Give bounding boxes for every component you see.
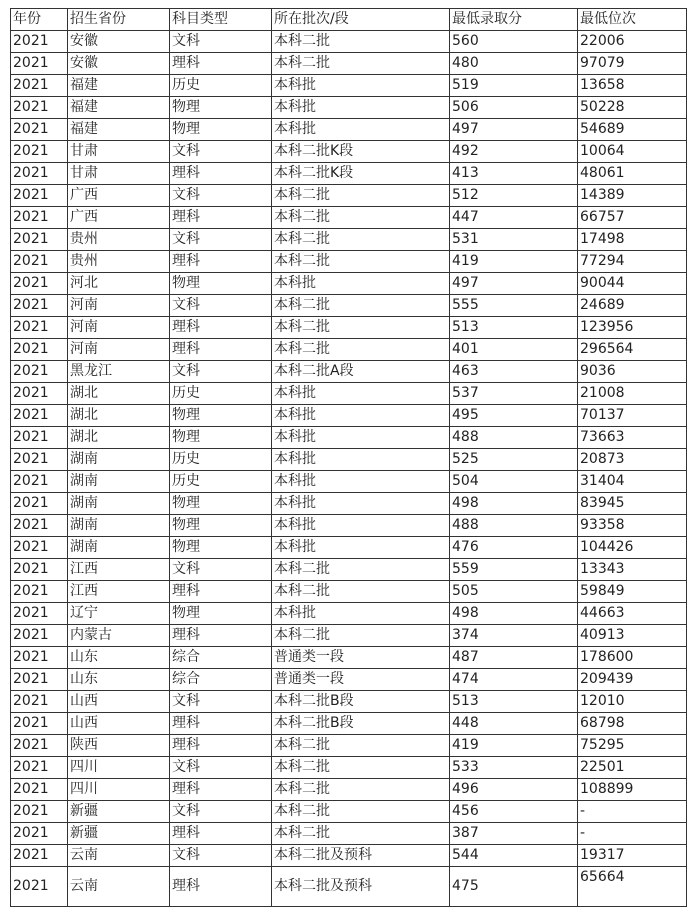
cell-year: 2021 [11, 757, 68, 779]
admission-scores-table [10, 8, 687, 907]
cell-subject-type: 物理 [170, 405, 272, 427]
cell-min-score: 498 [450, 493, 578, 515]
table-body [11, 31, 687, 907]
cell-batch: 本科批 [272, 515, 450, 537]
cell-batch: 本科二批 [272, 625, 450, 647]
header-batch: 所在批次/段 [272, 9, 450, 31]
cell-province: 安徽 [68, 53, 170, 75]
cell-min-score: 401 [450, 339, 578, 361]
cell-min-rank: 59849 [578, 581, 687, 603]
cell-subject-type: 理科 [170, 581, 272, 603]
table-row [11, 757, 687, 779]
cell-min-rank: 123956 [578, 317, 687, 339]
cell-province: 福建 [68, 75, 170, 97]
cell-batch: 本科二批A段 [272, 361, 450, 383]
cell-min-rank: 24689 [578, 295, 687, 317]
cell-batch: 本科二批 [272, 779, 450, 801]
cell-province: 河南 [68, 295, 170, 317]
cell-min-rank: 14389 [578, 185, 687, 207]
table-row [11, 779, 687, 801]
cell-min-rank: 296564 [578, 339, 687, 361]
cell-min-rank: 70137 [578, 405, 687, 427]
table-row [11, 383, 687, 405]
cell-min-score: 488 [450, 515, 578, 537]
cell-subject-type: 理科 [170, 163, 272, 185]
table-row [11, 493, 687, 515]
cell-province: 河南 [68, 317, 170, 339]
cell-min-score: 505 [450, 581, 578, 603]
cell-subject-type: 理科 [170, 713, 272, 735]
cell-subject-type: 历史 [170, 449, 272, 471]
cell-subject-type: 理科 [170, 867, 272, 907]
cell-min-score: 533 [450, 757, 578, 779]
cell-province: 山东 [68, 647, 170, 669]
table-header-row [11, 9, 687, 31]
cell-year: 2021 [11, 537, 68, 559]
cell-batch: 本科批 [272, 119, 450, 141]
cell-subject-type: 历史 [170, 471, 272, 493]
cell-year: 2021 [11, 31, 68, 53]
cell-year: 2021 [11, 383, 68, 405]
cell-year: 2021 [11, 603, 68, 625]
header-min-score: 最低录取分 [450, 9, 578, 31]
cell-year: 2021 [11, 735, 68, 757]
cell-subject-type: 物理 [170, 119, 272, 141]
cell-batch: 本科批 [272, 449, 450, 471]
cell-province: 湖北 [68, 427, 170, 449]
cell-min-rank: 17498 [578, 229, 687, 251]
cell-subject-type: 文科 [170, 757, 272, 779]
cell-min-rank: - [578, 801, 687, 823]
table-row [11, 53, 687, 75]
table-row [11, 273, 687, 295]
cell-year: 2021 [11, 867, 68, 907]
cell-year: 2021 [11, 207, 68, 229]
cell-subject-type: 物理 [170, 493, 272, 515]
cell-province: 河北 [68, 273, 170, 295]
cell-min-rank: 68798 [578, 713, 687, 735]
table-row [11, 119, 687, 141]
cell-min-score: 513 [450, 317, 578, 339]
cell-subject-type: 理科 [170, 735, 272, 757]
cell-year: 2021 [11, 471, 68, 493]
cell-subject-type: 文科 [170, 845, 272, 867]
table-row [11, 229, 687, 251]
cell-subject-type: 物理 [170, 427, 272, 449]
cell-year: 2021 [11, 449, 68, 471]
table-row [11, 317, 687, 339]
cell-min-rank: 93358 [578, 515, 687, 537]
cell-min-score: 504 [450, 471, 578, 493]
table-row [11, 97, 687, 119]
cell-min-rank: 108899 [578, 779, 687, 801]
cell-min-score: 498 [450, 603, 578, 625]
table-row [11, 669, 687, 691]
cell-batch: 本科批 [272, 97, 450, 119]
cell-min-score: 537 [450, 383, 578, 405]
cell-min-rank: 66757 [578, 207, 687, 229]
cell-min-rank: 22501 [578, 757, 687, 779]
table-row [11, 713, 687, 735]
cell-batch: 普通类一段 [272, 669, 450, 691]
cell-year: 2021 [11, 779, 68, 801]
table-row [11, 537, 687, 559]
cell-min-score: 374 [450, 625, 578, 647]
cell-year: 2021 [11, 119, 68, 141]
cell-subject-type: 理科 [170, 625, 272, 647]
header-year: 年份 [11, 9, 68, 31]
table-row [11, 823, 687, 845]
cell-year: 2021 [11, 251, 68, 273]
cell-min-rank: 97079 [578, 53, 687, 75]
table-row [11, 735, 687, 757]
cell-min-score: 419 [450, 735, 578, 757]
cell-min-score: 488 [450, 427, 578, 449]
table-row [11, 691, 687, 713]
table-row [11, 31, 687, 53]
cell-min-score: 413 [450, 163, 578, 185]
cell-batch: 本科二批及预科 [272, 867, 450, 907]
cell-province: 甘肃 [68, 163, 170, 185]
cell-province: 陕西 [68, 735, 170, 757]
cell-min-rank: 22006 [578, 31, 687, 53]
cell-province: 河南 [68, 339, 170, 361]
cell-min-score: 519 [450, 75, 578, 97]
cell-min-rank: 9036 [578, 361, 687, 383]
cell-min-score: 496 [450, 779, 578, 801]
header-subject-type: 科目类型 [170, 9, 272, 31]
cell-subject-type: 文科 [170, 185, 272, 207]
cell-province: 福建 [68, 119, 170, 141]
cell-min-score: 560 [450, 31, 578, 53]
table-row [11, 295, 687, 317]
cell-province: 湖南 [68, 515, 170, 537]
cell-subject-type: 文科 [170, 141, 272, 163]
cell-province: 辽宁 [68, 603, 170, 625]
cell-min-score: 559 [450, 559, 578, 581]
cell-batch: 本科批 [272, 471, 450, 493]
cell-province: 福建 [68, 97, 170, 119]
cell-min-rank: 31404 [578, 471, 687, 493]
table-row [11, 251, 687, 273]
table-row [11, 603, 687, 625]
cell-year: 2021 [11, 361, 68, 383]
cell-batch: 本科批 [272, 493, 450, 515]
cell-min-rank: 104426 [578, 537, 687, 559]
cell-min-score: 475 [450, 867, 578, 907]
cell-batch: 本科二批 [272, 757, 450, 779]
table-row [11, 471, 687, 493]
cell-year: 2021 [11, 713, 68, 735]
table-row [11, 449, 687, 471]
table-row [11, 405, 687, 427]
cell-year: 2021 [11, 273, 68, 295]
cell-province: 贵州 [68, 229, 170, 251]
cell-min-score: 512 [450, 185, 578, 207]
cell-min-score: 419 [450, 251, 578, 273]
cell-batch: 本科二批 [272, 295, 450, 317]
cell-province: 内蒙古 [68, 625, 170, 647]
cell-year: 2021 [11, 493, 68, 515]
table-row [11, 581, 687, 603]
header-province: 招生省份 [68, 9, 170, 31]
cell-year: 2021 [11, 317, 68, 339]
cell-min-rank: 75295 [578, 735, 687, 757]
cell-min-score: 476 [450, 537, 578, 559]
cell-province: 四川 [68, 757, 170, 779]
cell-subject-type: 文科 [170, 361, 272, 383]
cell-min-score: 492 [450, 141, 578, 163]
cell-min-rank: 12010 [578, 691, 687, 713]
cell-province: 江西 [68, 581, 170, 603]
cell-subject-type: 文科 [170, 801, 272, 823]
cell-min-rank: 48061 [578, 163, 687, 185]
table-row [11, 867, 687, 907]
cell-min-score: 513 [450, 691, 578, 713]
cell-subject-type: 理科 [170, 207, 272, 229]
table-row [11, 163, 687, 185]
cell-batch: 本科二批 [272, 251, 450, 273]
cell-subject-type: 理科 [170, 339, 272, 361]
cell-year: 2021 [11, 405, 68, 427]
cell-min-score: 456 [450, 801, 578, 823]
cell-min-score: 544 [450, 845, 578, 867]
cell-min-rank: 209439 [578, 669, 687, 691]
cell-year: 2021 [11, 669, 68, 691]
cell-province: 湖南 [68, 471, 170, 493]
cell-min-rank: 20873 [578, 449, 687, 471]
cell-min-score: 497 [450, 273, 578, 295]
cell-min-rank: 54689 [578, 119, 687, 141]
cell-min-score: 448 [450, 713, 578, 735]
cell-province: 湖北 [68, 383, 170, 405]
table-row [11, 427, 687, 449]
cell-min-rank: 13343 [578, 559, 687, 581]
cell-year: 2021 [11, 559, 68, 581]
cell-min-score: 487 [450, 647, 578, 669]
table-row [11, 647, 687, 669]
cell-batch: 本科二批 [272, 801, 450, 823]
cell-batch: 本科批 [272, 75, 450, 97]
cell-province: 安徽 [68, 31, 170, 53]
cell-batch: 本科二批 [272, 31, 450, 53]
cell-year: 2021 [11, 801, 68, 823]
cell-batch: 本科二批 [272, 581, 450, 603]
cell-min-rank: 19317 [578, 845, 687, 867]
cell-batch: 本科二批 [272, 317, 450, 339]
cell-min-score: 497 [450, 119, 578, 141]
cell-province: 甘肃 [68, 141, 170, 163]
table-row [11, 361, 687, 383]
cell-min-score: 506 [450, 97, 578, 119]
cell-year: 2021 [11, 647, 68, 669]
cell-batch: 本科批 [272, 427, 450, 449]
cell-batch: 本科批 [272, 537, 450, 559]
cell-min-score: 555 [450, 295, 578, 317]
cell-min-score: 525 [450, 449, 578, 471]
table-row [11, 625, 687, 647]
cell-province: 江西 [68, 559, 170, 581]
cell-min-rank: 40913 [578, 625, 687, 647]
cell-subject-type: 物理 [170, 603, 272, 625]
cell-min-rank: 83945 [578, 493, 687, 515]
table-row [11, 801, 687, 823]
cell-year: 2021 [11, 581, 68, 603]
cell-province: 云南 [68, 845, 170, 867]
cell-province: 山东 [68, 669, 170, 691]
cell-batch: 本科二批K段 [272, 163, 450, 185]
cell-year: 2021 [11, 339, 68, 361]
cell-subject-type: 文科 [170, 295, 272, 317]
cell-batch: 本科批 [272, 383, 450, 405]
cell-province: 广西 [68, 185, 170, 207]
cell-batch: 本科二批 [272, 185, 450, 207]
cell-province: 湖南 [68, 537, 170, 559]
cell-year: 2021 [11, 97, 68, 119]
cell-year: 2021 [11, 185, 68, 207]
cell-province: 黑龙江 [68, 361, 170, 383]
cell-province: 湖南 [68, 493, 170, 515]
cell-year: 2021 [11, 295, 68, 317]
cell-batch: 本科二批 [272, 559, 450, 581]
cell-year: 2021 [11, 229, 68, 251]
cell-min-rank: 73663 [578, 427, 687, 449]
cell-batch: 本科二批 [272, 53, 450, 75]
cell-min-rank: 65664 [578, 867, 687, 907]
cell-min-score: 387 [450, 823, 578, 845]
cell-year: 2021 [11, 53, 68, 75]
table-row [11, 207, 687, 229]
cell-subject-type: 物理 [170, 97, 272, 119]
cell-batch: 本科二批 [272, 823, 450, 845]
cell-subject-type: 物理 [170, 515, 272, 537]
table-row [11, 339, 687, 361]
cell-subject-type: 历史 [170, 383, 272, 405]
cell-min-rank: 44663 [578, 603, 687, 625]
cell-min-score: 463 [450, 361, 578, 383]
cell-year: 2021 [11, 845, 68, 867]
cell-subject-type: 物理 [170, 273, 272, 295]
table-row [11, 515, 687, 537]
header-min-rank: 最低位次 [578, 9, 687, 31]
cell-min-rank: - [578, 823, 687, 845]
cell-subject-type: 综合 [170, 669, 272, 691]
cell-min-rank: 90044 [578, 273, 687, 295]
cell-min-score: 480 [450, 53, 578, 75]
cell-min-score: 474 [450, 669, 578, 691]
cell-year: 2021 [11, 515, 68, 537]
cell-subject-type: 理科 [170, 823, 272, 845]
cell-year: 2021 [11, 75, 68, 97]
cell-province: 湖北 [68, 405, 170, 427]
cell-batch: 本科批 [272, 603, 450, 625]
cell-subject-type: 综合 [170, 647, 272, 669]
cell-province: 新疆 [68, 823, 170, 845]
cell-batch: 本科二批B段 [272, 713, 450, 735]
cell-province: 贵州 [68, 251, 170, 273]
table-row [11, 845, 687, 867]
cell-subject-type: 物理 [170, 537, 272, 559]
cell-year: 2021 [11, 691, 68, 713]
cell-batch: 本科批 [272, 405, 450, 427]
cell-min-rank: 50228 [578, 97, 687, 119]
cell-batch: 本科二批 [272, 735, 450, 757]
cell-batch: 本科二批B段 [272, 691, 450, 713]
cell-min-score: 447 [450, 207, 578, 229]
table-row [11, 185, 687, 207]
cell-min-score: 531 [450, 229, 578, 251]
cell-min-rank: 21008 [578, 383, 687, 405]
cell-year: 2021 [11, 625, 68, 647]
cell-subject-type: 文科 [170, 31, 272, 53]
cell-subject-type: 文科 [170, 229, 272, 251]
cell-min-rank: 13658 [578, 75, 687, 97]
table-row [11, 141, 687, 163]
cell-min-score: 495 [450, 405, 578, 427]
cell-year: 2021 [11, 163, 68, 185]
cell-batch: 本科二批 [272, 339, 450, 361]
cell-province: 湖南 [68, 449, 170, 471]
cell-subject-type: 理科 [170, 317, 272, 339]
admission-table-wrapper [10, 8, 687, 907]
cell-subject-type: 文科 [170, 691, 272, 713]
cell-province: 新疆 [68, 801, 170, 823]
cell-batch: 普通类一段 [272, 647, 450, 669]
cell-province: 广西 [68, 207, 170, 229]
cell-min-rank: 10064 [578, 141, 687, 163]
cell-batch: 本科二批 [272, 207, 450, 229]
cell-province: 四川 [68, 779, 170, 801]
cell-year: 2021 [11, 141, 68, 163]
cell-subject-type: 理科 [170, 779, 272, 801]
cell-batch: 本科批 [272, 273, 450, 295]
cell-subject-type: 文科 [170, 559, 272, 581]
cell-subject-type: 历史 [170, 75, 272, 97]
cell-subject-type: 理科 [170, 251, 272, 273]
cell-year: 2021 [11, 427, 68, 449]
cell-province: 云南 [68, 867, 170, 907]
cell-batch: 本科二批K段 [272, 141, 450, 163]
table-row [11, 559, 687, 581]
cell-subject-type: 理科 [170, 53, 272, 75]
cell-batch: 本科二批及预科 [272, 845, 450, 867]
cell-batch: 本科二批 [272, 229, 450, 251]
cell-min-rank: 77294 [578, 251, 687, 273]
cell-year: 2021 [11, 823, 68, 845]
table-row [11, 75, 687, 97]
cell-province: 山西 [68, 713, 170, 735]
cell-min-rank: 178600 [578, 647, 687, 669]
cell-province: 山西 [68, 691, 170, 713]
